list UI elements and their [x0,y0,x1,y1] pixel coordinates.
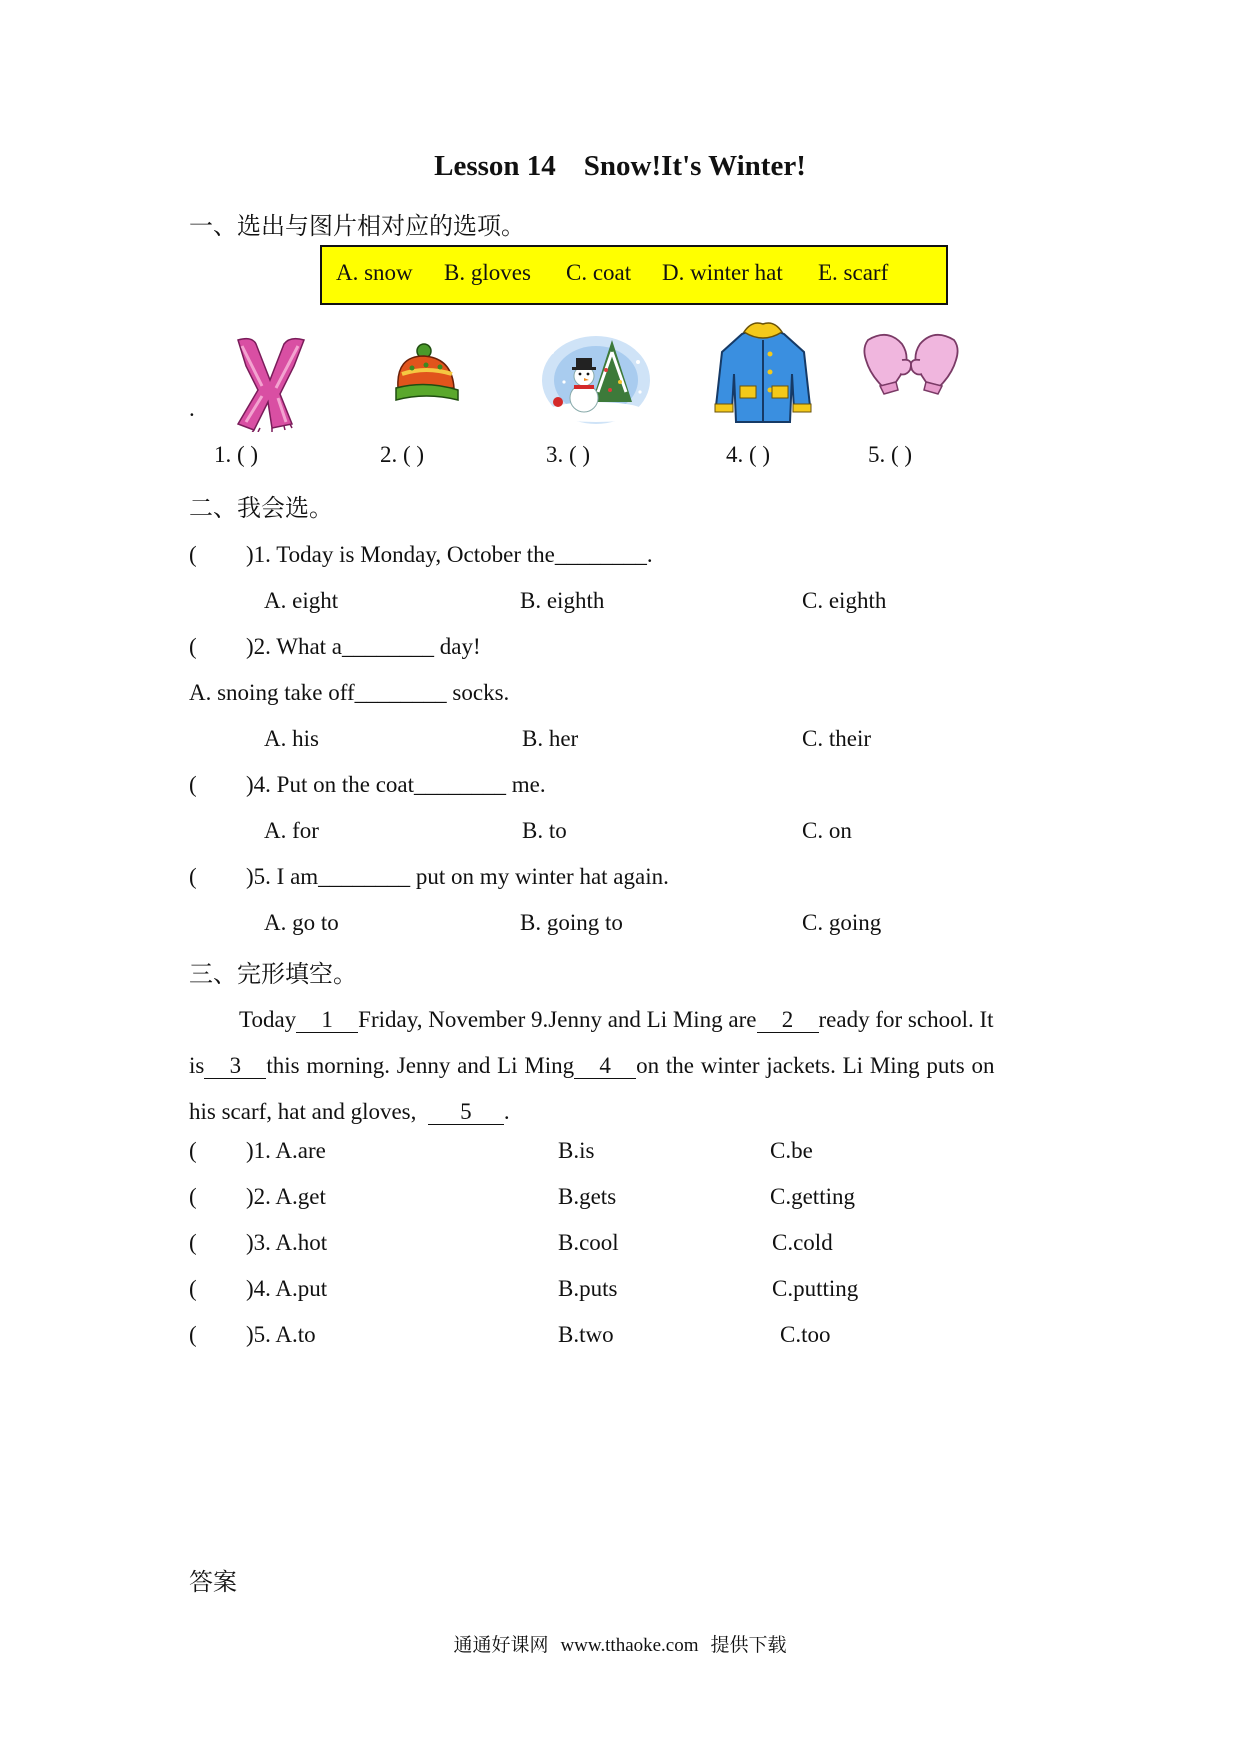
s2q3-text: A. snoing take off________ socks. [189,680,510,705]
s2q4-option-a: A. for [264,818,319,843]
option-scarf: E. scarf [818,260,889,285]
s2q3-option-b: B. her [522,726,579,751]
section1-heading: 一、选出与图片相对应的选项。 [189,214,525,240]
s2q5-text: )5. I am________ put on my winter hat again. [246,864,669,889]
footer [0,1630,1240,1657]
blank-5: 5 [428,1100,504,1125]
scarf-picture [232,336,310,432]
option-coat: C. coat [566,260,632,285]
mittens-picture [858,330,964,396]
s3q3-option-a: )3. A.hot [246,1230,328,1255]
s3q5-option-a: )5. A.to [246,1322,316,1347]
s2q1-option-a: A. eight [264,588,339,613]
picture2-answer: 2. ( ) [380,442,425,467]
s2q4-option-c: C. on [802,818,852,843]
s2q1-text: )1. Today is Monday, October the________. [246,542,653,567]
options-box [320,245,948,305]
s3q3-option-b: B.cool [558,1230,619,1255]
s3q5-paren: ( [189,1322,197,1347]
picture5-answer: 5. ( ) [868,442,913,467]
section3-heading: 三、完形填空。 [189,962,357,988]
picture4-answer: 4. ( ) [726,442,771,467]
option-gloves: B. gloves [444,260,531,285]
s3q3-paren: ( [189,1230,197,1255]
s3q4-paren: ( [189,1276,197,1301]
s3q4-option-b: B.puts [558,1276,618,1301]
s3q4-option-a: )4. A.put [246,1276,328,1301]
s2q5-option-c: C. going [802,910,882,935]
s2q4-paren: ( [189,772,197,797]
s2q1-option-b: B. eighth [520,588,605,613]
blank-1: 1 [296,1008,358,1033]
s3q2-option-a: )2. A.get [246,1184,326,1209]
s3q2-option-c: C.getting [770,1184,855,1209]
s2q2-text: )2. What a________ day! [246,634,481,659]
s2q1-paren: ( [189,542,197,567]
lesson-subtitle: Snow!It's Winter! [583,150,806,182]
option-snow: A. snow [336,260,413,285]
winter-hat-picture [392,342,462,408]
lesson-number: Lesson 14 [434,150,556,182]
s3q1-option-a: )1. A.are [246,1138,326,1163]
section2-heading: 二、我会选。 [189,496,333,522]
s3q5-option-b: B.two [558,1322,614,1347]
picture3-answer: 3. ( ) [546,442,591,467]
s3q5-option-c: C.too [780,1322,831,1347]
snowman-picture [540,332,652,424]
s3q1-option-c: C.be [770,1138,813,1163]
s2q4-text: )4. Put on the coat________ me. [246,772,546,797]
coat-picture [712,322,814,428]
s2q3-option-c: C. their [802,726,871,751]
s2q3-option-a: A. his [264,726,319,751]
s3q4-option-c: C.putting [772,1276,859,1301]
picture1-answer: 1. ( ) [214,442,259,467]
page-title [0,150,1240,183]
s3q2-paren: ( [189,1184,197,1209]
passage-line-1: Today 1 Friday, November 9.Jenny and Li Ming are 2 ready for school. It [239,1007,994,1032]
blank-3: 3 [204,1054,266,1079]
option-winter-hat: D. winter hat [662,260,783,285]
s2q1-option-c: C. eighth [802,588,887,613]
answer-heading: 答案 [189,1570,237,1596]
s3q1-paren: ( [189,1138,197,1163]
passage-line-3: his scarf, hat and gloves, 5 . [189,1099,510,1124]
s2q5-paren: ( [189,864,197,889]
cloze-passage [189,997,1059,1135]
s2q2-paren: ( [189,634,197,659]
s3q1-option-b: B.is [558,1138,595,1163]
stray-dot: . [189,396,195,421]
s2q5-option-a: A. go to [264,910,339,935]
footer-site-name: 通通好课网 [453,1635,549,1656]
s2q4-option-b: B. to [522,818,567,843]
footer-note: 提供下载 [710,1635,787,1656]
passage-line-2: is 3 this morning. Jenny and Li Ming 4 on the winter jackets. Li Ming puts on [189,1053,995,1078]
footer-url[interactable]: www.tthaoke.com [560,1635,699,1656]
s3q2-option-b: B.gets [558,1184,617,1209]
s3q3-option-c: C.cold [772,1230,833,1255]
s2q5-option-b: B. going to [520,910,623,935]
blank-4: 4 [574,1054,636,1079]
blank-2: 2 [757,1008,819,1033]
